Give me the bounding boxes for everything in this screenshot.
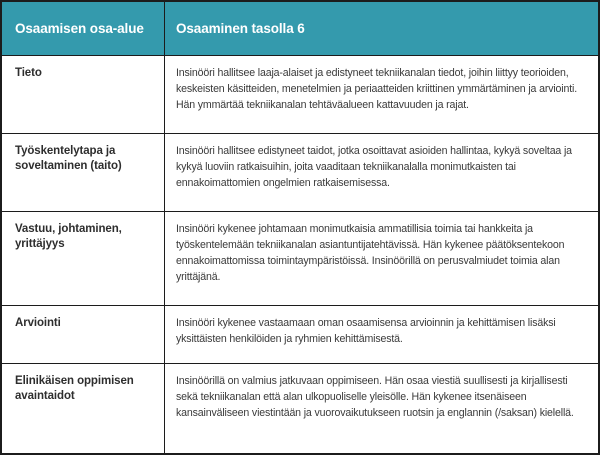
table-row-arviointi [2, 305, 598, 363]
row-area-label: Työskentelytapa ja soveltaminen (taito) [2, 134, 165, 211]
table-row-vastuu [2, 211, 598, 305]
table-row-elinikainen [2, 363, 598, 453]
row-description: Insinööri hallitsee edistyneet taidot, jotka osoittavat asioiden hallintaa, kykyä soveltaa ja kykyä luoviin ratkaisuihin, joita vaaditaan tekniikanalalla monimutkaisten tai ennakoimattomien ongelmien ratkaisemisessa. [176, 145, 572, 189]
row-description: Insinööri hallitsee laaja-alaiset ja edistyneet tekniikanalan tiedot, joihin liittyy teorioiden, keskeisten käsitteiden, menetelmien ja periaatteiden kriittinen ymmärtäminen ja arviointi. Hän ymmärtää tekniikanalan tehtäväalueen kattavuuden ja rajat. [176, 67, 578, 111]
table-row-tyoskentelytapa [2, 133, 598, 211]
header-cell-area: Osaamisen osa-alue [2, 2, 165, 55]
table-row-tieto [2, 55, 598, 133]
header-cell-level: Osaaminen tasolla 6 [176, 21, 305, 36]
row-area-label: Arviointi [2, 306, 165, 363]
row-description: Insinöörillä on valmius jatkuvaan oppimiseen. Hän osaa viestiä suullisesti ja kirjallisesti sekä tekniikanalan että alan ulkopuoliselle yleisölle. Hän kykenee itsenäiseen kansainväliseen viestintään ja vuorovaikutukseen ruotsin ja englannin (/saksan) kielellä. [176, 375, 574, 419]
row-area-label: Elinikäisen oppimisen avaintaidot [2, 364, 165, 453]
row-area-label: Tieto [2, 56, 165, 133]
row-description: Insinööri kykenee vastaamaan oman osaamisensa arvioinnin ja kehittämisen lisäksi yksittäisten henkilöiden ja ryhmien kehittämisestä. [176, 317, 556, 345]
row-area-label: Vastuu, johtaminen, yrittäjyys [2, 212, 165, 305]
table-header-row [2, 2, 598, 55]
row-description: Insinööri kykenee johtamaan monimutkaisia ammatillisia toimia tai hankkeita ja työskentelemään tekniikanalan asiantuntijatehtävissä. Hän kykenee päätöksentekoon ennakoimattomissa toimintaympäristöissä. Insinöörillä on perusvalmiudet toimia alan yrittäjänä. [176, 223, 565, 283]
